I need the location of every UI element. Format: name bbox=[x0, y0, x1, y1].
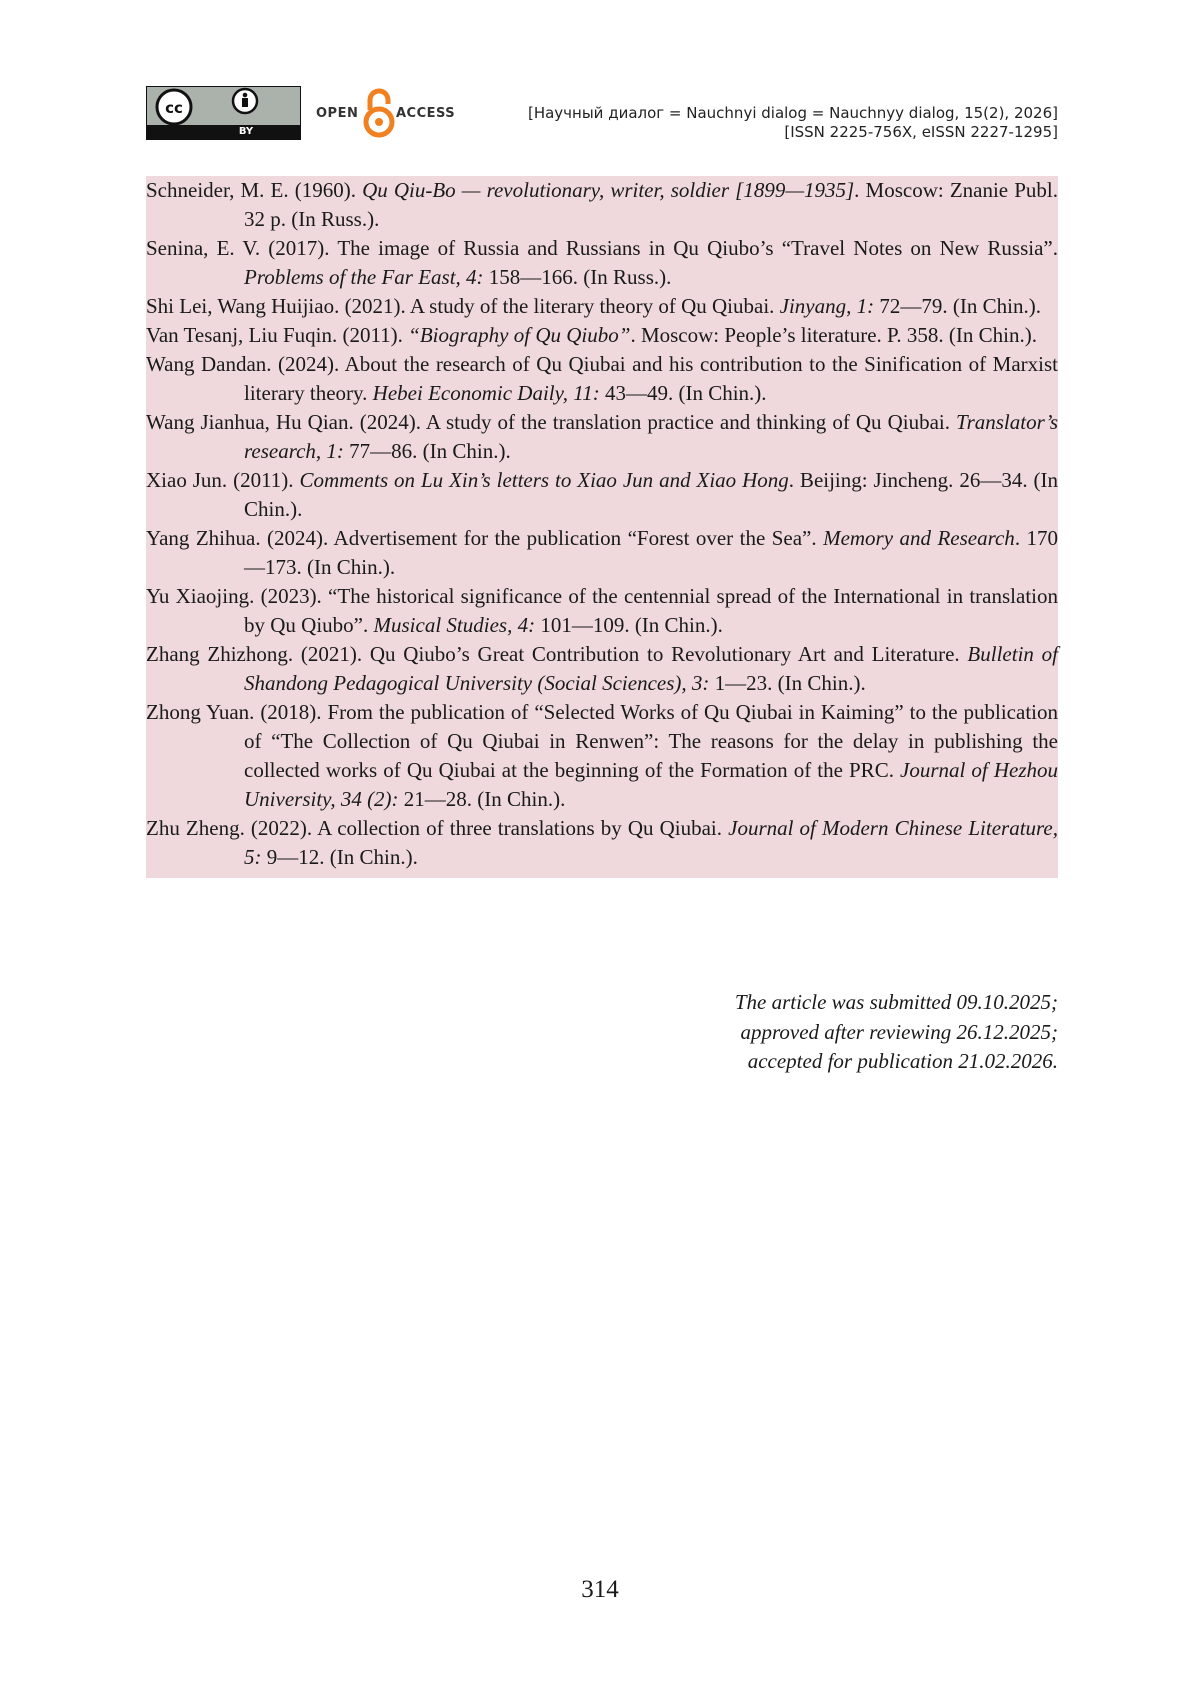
reference-entry bbox=[146, 814, 1058, 872]
reference-text: Shi Lei, Wang Huijiao. (2021). A study of the literary theory of Qu Qiubai. bbox=[146, 294, 780, 318]
reference-text: Yang Zhihua. (2024). Advertisement for the publication “Forest over the Sea”. bbox=[146, 526, 824, 550]
reference-source-title: Qu Qiu-Bo — revolutionary, writer, soldier [1899—1935] bbox=[362, 178, 855, 202]
reference-text: Zhang Zhizhong. (2021). Qu Qiubo’s Great Contribution to Revolutionary Art and Literature. bbox=[146, 642, 968, 666]
reference-pages: . Moscow: People’s literature. P. 358. (In Chin.). bbox=[630, 323, 1037, 347]
reference-pages: 43—49. (In Chin.). bbox=[599, 381, 767, 405]
reference-source-title: Comments on Lu Xin’s letters to Xiao Jun and Xiao Hong bbox=[299, 468, 789, 492]
date-accepted: accepted for publication 21.02.2026. bbox=[747, 1049, 1058, 1073]
page-number: 314 bbox=[581, 1576, 619, 1603]
reference-entry bbox=[146, 408, 1058, 466]
by-label: BY bbox=[238, 126, 254, 137]
reference-text: Wang Dandan. (2024). About the research of Qu Qiubai and his contribution to the Sinification of Marxist literary theory. bbox=[146, 352, 1058, 405]
open-access-access-label: ACCESS bbox=[396, 106, 456, 121]
reference-pages: 21—28. (In Chin.). bbox=[398, 787, 566, 811]
reference-text: Yu Xiaojing. (2023). “The historical significance of the centennial spread of the International in translation by Qu Qiubo”. bbox=[146, 584, 1058, 637]
date-submitted: The article was submitted 09.10.2025; bbox=[734, 990, 1058, 1014]
reference-source-title: Musical Studies, 4: bbox=[373, 613, 536, 637]
reference-source-title: Journal of Modern Chinese Literature, 5: bbox=[244, 816, 1058, 869]
open-access-lock-icon bbox=[362, 86, 396, 140]
reference-entry bbox=[146, 234, 1058, 292]
reference-text: Wang Jianhua, Hu Qian. (2024). A study of the translation practice and thinking of Qu Qiubai. bbox=[146, 410, 957, 434]
reference-entry bbox=[146, 582, 1058, 640]
reference-pages: 9—12. (In Chin.). bbox=[261, 845, 418, 869]
reference-source-title: Journal of Hezhou University, 34 (2): bbox=[244, 758, 1059, 811]
reference-entry bbox=[146, 698, 1058, 814]
reference-pages: . Beijing: Jincheng. 26—34. (In Chin.). bbox=[244, 468, 1058, 521]
reference-source-title: “Biography of Qu Qiubo” bbox=[408, 323, 631, 347]
reference-entry bbox=[146, 176, 1058, 234]
reference-entry bbox=[146, 640, 1058, 698]
reference-entry bbox=[146, 321, 1058, 350]
references-list bbox=[146, 176, 1058, 878]
reference-source-title: Jinyang, 1: bbox=[779, 294, 875, 318]
reference-source-title: Bulletin of Shandong Pedagogical University (Social Sciences), 3: bbox=[244, 642, 1058, 695]
reference-source-title: Problems of the Far East, 4: bbox=[244, 265, 484, 289]
open-access-logo bbox=[316, 86, 456, 140]
reference-text: Xiao Jun. (2011). bbox=[146, 468, 300, 492]
reference-pages: 72—79. (In Chin.). bbox=[874, 294, 1041, 318]
reference-entry bbox=[146, 524, 1058, 582]
reference-pages: . Moscow: Znanie Publ. 32 p. (In Russ.). bbox=[244, 178, 1058, 231]
reference-entry bbox=[146, 466, 1058, 524]
reference-source-title: Translator’s research, 1: bbox=[244, 410, 1058, 463]
creative-commons-icon bbox=[147, 87, 301, 127]
reference-pages: 1—23. (In Chin.). bbox=[709, 671, 866, 695]
reference-text: Zhu Zheng. (2022). A collection of three translations by Qu Qiubai. bbox=[146, 816, 729, 840]
reference-text: Schneider, M. E. (1960). bbox=[146, 178, 363, 202]
reference-source-title: Hebei Economic Daily, 11: bbox=[372, 381, 600, 405]
reference-pages: 77—86. (In Chin.). bbox=[343, 439, 511, 463]
reference-pages: 101—109. (In Chin.). bbox=[535, 613, 723, 637]
open-access-open-label: OPEN bbox=[316, 106, 359, 121]
cc-by-license-badge[interactable] bbox=[146, 86, 301, 140]
reference-text: Zhong Yuan. (2018). From the publication of “Selected Works of Qu Qiubai in Kaiming” to the publication of “The Collection of Qu Qiubai in Renwen”: The reasons for the delay in publishing the collected works of Qu Qiubai at the beginning of the Formation of the PRC. bbox=[146, 700, 1058, 782]
reference-text: Van Tesanj, Liu Fuqin. (2011). bbox=[146, 323, 409, 347]
by-bar bbox=[147, 125, 300, 139]
journal-issn-line: [ISSN 2225-756X, eISSN 2227-1295] bbox=[784, 123, 1058, 141]
article-dates bbox=[735, 988, 1058, 1077]
reference-pages: . 170—173. (In Chin.). bbox=[244, 526, 1059, 579]
reference-pages: 158—166. (In Russ.). bbox=[483, 265, 672, 289]
date-approved: approved after reviewing 26.12.2025; bbox=[740, 1019, 1058, 1044]
reference-entry bbox=[146, 350, 1058, 408]
journal-title-line: [Научный диалог = Nauchnyi dialog = Nauchnyy dialog, 15(2), 2026] bbox=[527, 104, 1058, 122]
journal-reference bbox=[528, 104, 1058, 142]
reference-entry bbox=[146, 292, 1058, 321]
svg-text:cc: cc bbox=[165, 99, 183, 117]
reference-text: Senina, E. V. (2017). The image of Russia and Russians in Qu Qiubo’s “Travel Notes on New Russia”. bbox=[146, 236, 1058, 260]
reference-source-title: Memory and Research bbox=[823, 526, 1015, 550]
